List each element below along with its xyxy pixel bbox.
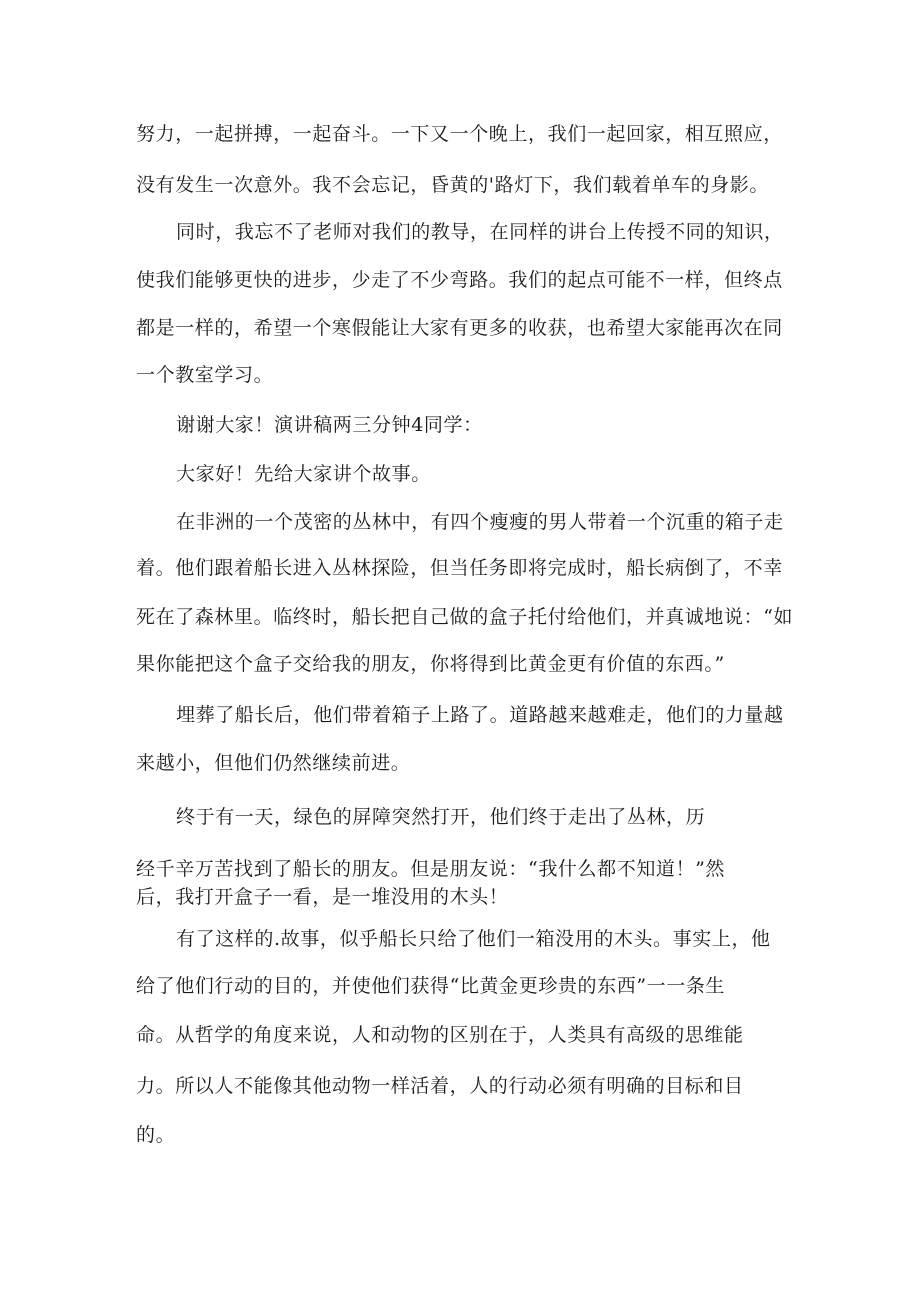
text-line: 后，我打开盒子一看，是一堆没用的木头！ [136,886,509,908]
text-line: 经千辛万苦找到了船长的朋友。但是朋友说：“我什么都不知道！”然 [136,858,726,880]
text-line: 努力，一起拼搏，一起奋斗。一下又一个晚上，我们一起回家，相互照应， [136,123,783,145]
text-line: 果你能把这个盒子交给我的朋友，你将得到比黄金更有价值的东西。” [136,653,725,675]
text-line: 命。从哲学的角度来说，人和动物的区别在于，人类具有高级的思维能 [136,1024,744,1046]
text-line: 有了这样的.故事，似乎船长只给了他们一箱没用的木头。事实上，他 [176,928,771,950]
text-line: 都是一样的，希望一个寒假能让大家有更多的收获，也希望大家能再次在同 [136,317,783,339]
text-line: 使我们能够更快的进步，少走了不少弯路。我们的起点可能不一样，但终点 [136,269,783,291]
text-line: 给了他们行动的目的，并使他们获得“比黄金更珍贵的东西”一一条生 [136,975,726,997]
text-line: 力。所以人不能像其他动物一样活着，人的行动必须有明确的目标和目 [136,1075,744,1097]
text-line: 在非洲的一个茂密的丛林中，有四个瘦瘦的男人带着一个沉重的箱子走 [176,511,784,533]
text-line: 着。他们跟着船长进入丛林探险，但当任务即将完成时，船长病倒了，不幸 [136,557,783,579]
text-line: 没有发生一次意外。我不会忘记，昏黄的'路灯下，我们载着单车的身影。 [136,174,770,196]
text-line: 来越小，但他们仍然继续前进。 [136,752,411,774]
text-line: 埋葬了船长后，他们带着箱子上路了。道路越来越难走，他们的力量越 [176,704,784,726]
text-line: 大家好！先给大家讲个故事。 [176,463,431,485]
text-line: 终于有一天，绿色的屏障突然打开，他们终于走出了丛林，历 [176,806,706,828]
text-line: 的。 [136,1124,176,1146]
text-line: 死在了森林里。临终时，船长把自己做的盒子托付给他们，并真诚地说：“如 [136,606,794,628]
text-line: 一个教室学习。 [136,364,274,386]
text-line: 同时，我忘不了老师对我们的教导，在同样的讲台上传授不同的知识， [176,221,784,243]
text-line: 谢谢大家！演讲稿两三分钟4同学： [176,414,483,436]
